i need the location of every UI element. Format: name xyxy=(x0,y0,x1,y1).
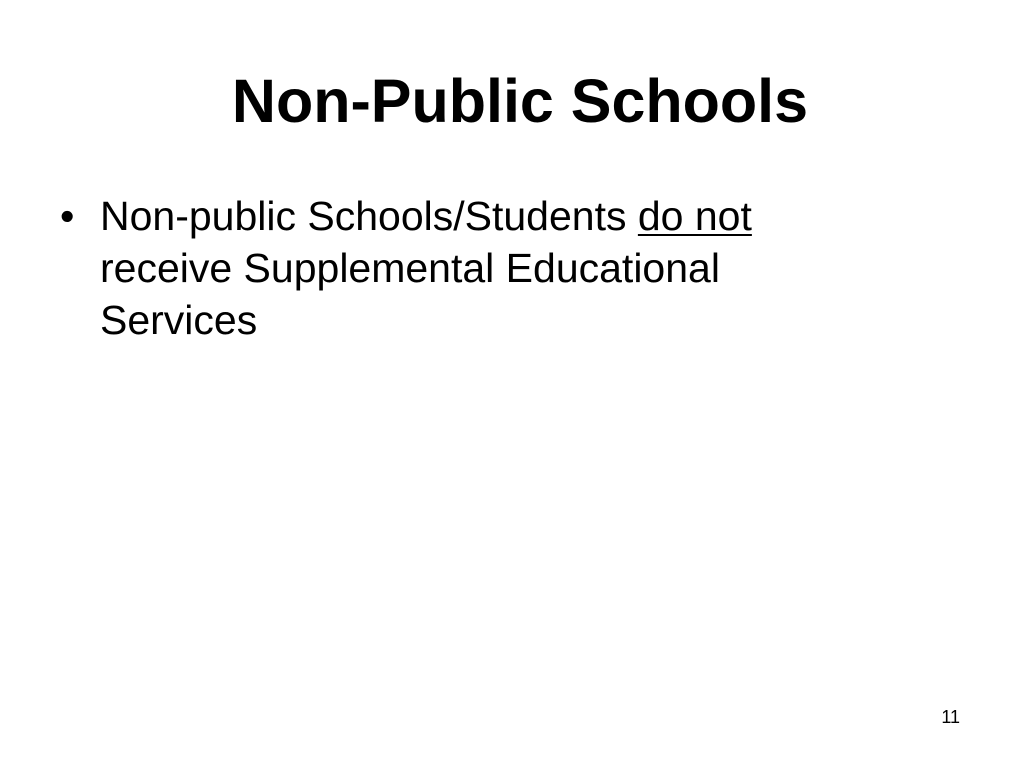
bullet-text-end: receive Supplemental Educational Services xyxy=(100,245,720,343)
bullet-item xyxy=(60,190,820,346)
bullet-icon: • xyxy=(60,193,75,239)
bullet-emphasis: do not xyxy=(637,193,752,239)
slide-content xyxy=(60,190,960,346)
slide-title: Non-Public Schools xyxy=(231,67,809,135)
slide-number: 11 xyxy=(941,707,960,727)
bullet-list xyxy=(60,190,960,346)
bullet-text-start: Non-public Schools/Students xyxy=(100,193,638,239)
